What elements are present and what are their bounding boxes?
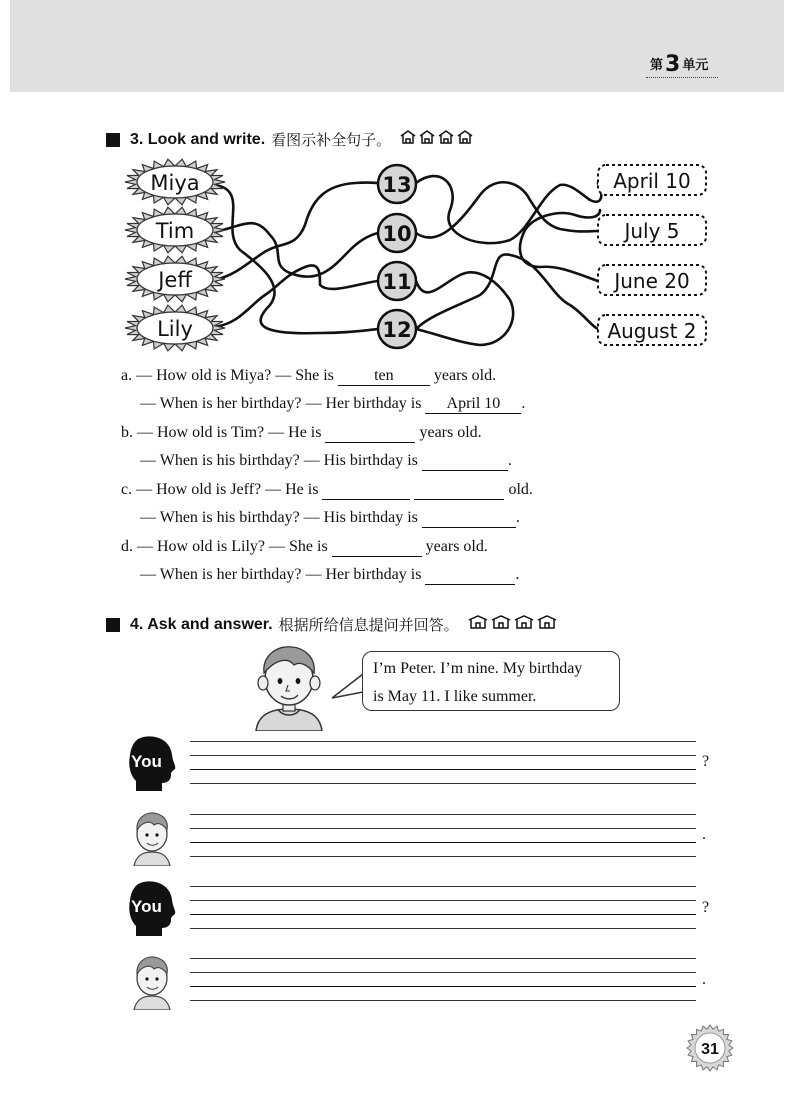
age-circle [378, 214, 416, 252]
difficulty-icons [397, 130, 473, 149]
end-mark: ? [702, 899, 710, 916]
writing-line[interactable] [190, 741, 696, 742]
maze-line [215, 185, 378, 333]
name-badge [125, 305, 225, 351]
section4-heading [106, 614, 557, 635]
question-c-birthday [140, 509, 520, 528]
writing-line[interactable] [190, 769, 696, 770]
maze-line [416, 272, 513, 345]
date-label: August 2 [607, 319, 697, 343]
age-circle [378, 310, 416, 348]
maze-line [416, 182, 598, 237]
section3-heading [106, 129, 473, 150]
question-b-birthday [140, 452, 512, 471]
peter-small-icon [128, 810, 176, 866]
house-icon [468, 615, 488, 629]
you-silhouette-icon [126, 735, 178, 791]
name-badge [125, 256, 225, 302]
answer-blank[interactable] [422, 452, 508, 471]
answer-blank[interactable] [422, 509, 516, 528]
section-marker [106, 618, 120, 632]
writing-line[interactable] [190, 972, 696, 973]
question-text: . [507, 452, 512, 469]
question-b-age [121, 424, 482, 443]
answer-blank[interactable] [425, 395, 521, 414]
house-icon [491, 615, 511, 629]
question-text: b. — How old is Tim? — He is [121, 424, 322, 441]
age-label: 12 [382, 318, 412, 342]
question-text: c. — How old is Jeff? — He is [121, 481, 319, 498]
question-text: a. — How old is Miya? — She is [121, 367, 334, 384]
writing-line[interactable] [190, 856, 696, 857]
writing-line[interactable] [190, 986, 696, 987]
name-label: Lily [157, 317, 193, 341]
unit-label [650, 52, 708, 77]
section4-title: 4. Ask and answer. [130, 615, 273, 633]
date-label: June 20 [614, 269, 690, 293]
writing-line[interactable] [190, 1000, 696, 1001]
house-icon [457, 130, 473, 144]
date-box [598, 265, 706, 295]
question-text: . [515, 566, 520, 583]
writing-line[interactable] [190, 914, 696, 915]
speech-bubble [362, 651, 620, 711]
maze-line [416, 254, 598, 329]
answer-blank[interactable] [338, 367, 430, 386]
difficulty-icons [465, 615, 557, 634]
date-box [598, 165, 706, 195]
question-text: . [515, 509, 520, 526]
writing-line[interactable] [190, 886, 696, 887]
unit-underline [646, 77, 718, 78]
speech-bubble-tail [330, 672, 366, 702]
name-label: Jeff [158, 268, 192, 292]
writing-line[interactable] [190, 828, 696, 829]
writing-line[interactable] [190, 900, 696, 901]
you-label: You [131, 752, 162, 771]
unit-number: 3 [665, 52, 681, 77]
question-text: d. — How old is Lily? — She is [121, 538, 328, 555]
unit-suffix: 单元 [682, 58, 709, 73]
date-box [598, 215, 706, 245]
unit-prefix: 第 [650, 58, 664, 73]
page-number-badge [686, 1024, 734, 1072]
question-a-age [121, 367, 496, 386]
house-icon [400, 130, 416, 144]
age-circle [378, 262, 416, 300]
header-scallop-edge [10, 82, 784, 104]
question-text: — When is her birthday? — Her birthday is [140, 566, 422, 583]
answer-blank[interactable] [425, 566, 515, 585]
question-text: — When is his birthday? — His birthday is [140, 452, 418, 469]
age-label: 10 [382, 222, 412, 246]
peter-illustration [248, 643, 330, 731]
writing-line[interactable] [190, 842, 696, 843]
section3-instruction: 看图示补全句子。 [271, 131, 392, 149]
section3-title: 3. Look and write. [130, 130, 266, 148]
name-badge [125, 159, 225, 205]
question-text: old. [508, 481, 533, 498]
end-mark: . [702, 971, 706, 988]
age-circles [378, 165, 416, 348]
answer-blank[interactable] [325, 424, 415, 443]
name-label: Miya [150, 171, 200, 195]
section-marker [106, 133, 120, 147]
writing-line[interactable] [190, 755, 696, 756]
maze-line [520, 210, 600, 281]
end-mark: . [702, 826, 706, 843]
writing-line[interactable] [190, 958, 696, 959]
maze-line [215, 183, 378, 280]
name-badge [125, 207, 225, 253]
answer-blank[interactable] [332, 538, 422, 557]
speech-line: I’m Peter. I’m nine. My birthday [373, 660, 583, 677]
answer-text: ten [374, 367, 394, 384]
end-mark: ? [702, 753, 710, 770]
section4-instruction: 根据所给信息提问并回答。 [278, 616, 459, 634]
page-number: 31 [701, 1041, 719, 1058]
age-circle [378, 165, 416, 203]
house-icon [438, 130, 454, 144]
house-icon [514, 615, 534, 629]
you-silhouette-icon [126, 880, 178, 936]
date-label: July 5 [624, 219, 680, 243]
name-badges [125, 159, 225, 351]
header-band [10, 0, 784, 92]
question-text: — When is his birthday? — His birthday is [140, 509, 418, 526]
house-icon [419, 130, 435, 144]
question-a-birthday [140, 395, 525, 414]
question-d-birthday [140, 566, 519, 585]
answer-text: April 10 [446, 395, 501, 412]
question-text: . [521, 395, 526, 412]
maze-diagram [120, 155, 720, 360]
you-label: You [131, 897, 162, 916]
name-label: Tim [155, 219, 195, 243]
date-box [598, 315, 706, 345]
question-d-age [121, 538, 488, 557]
question-c-age [121, 481, 533, 500]
age-label: 13 [382, 173, 412, 197]
writing-line[interactable] [190, 783, 696, 784]
peter-small-icon [128, 954, 176, 1010]
speech-line: is May 11. I like summer. [373, 688, 537, 705]
date-label: April 10 [613, 169, 691, 193]
date-boxes [598, 165, 706, 345]
question-text: years old. [425, 538, 488, 555]
age-label: 11 [382, 270, 412, 294]
answer-blank[interactable] [322, 481, 410, 500]
writing-line[interactable] [190, 814, 696, 815]
question-text: — When is her birthday? — Her birthday is [140, 395, 422, 412]
question-text: years old. [419, 424, 482, 441]
writing-line[interactable] [190, 928, 696, 929]
house-icon [537, 615, 557, 629]
answer-blank[interactable] [414, 481, 504, 500]
question-text: years old. [433, 367, 497, 384]
